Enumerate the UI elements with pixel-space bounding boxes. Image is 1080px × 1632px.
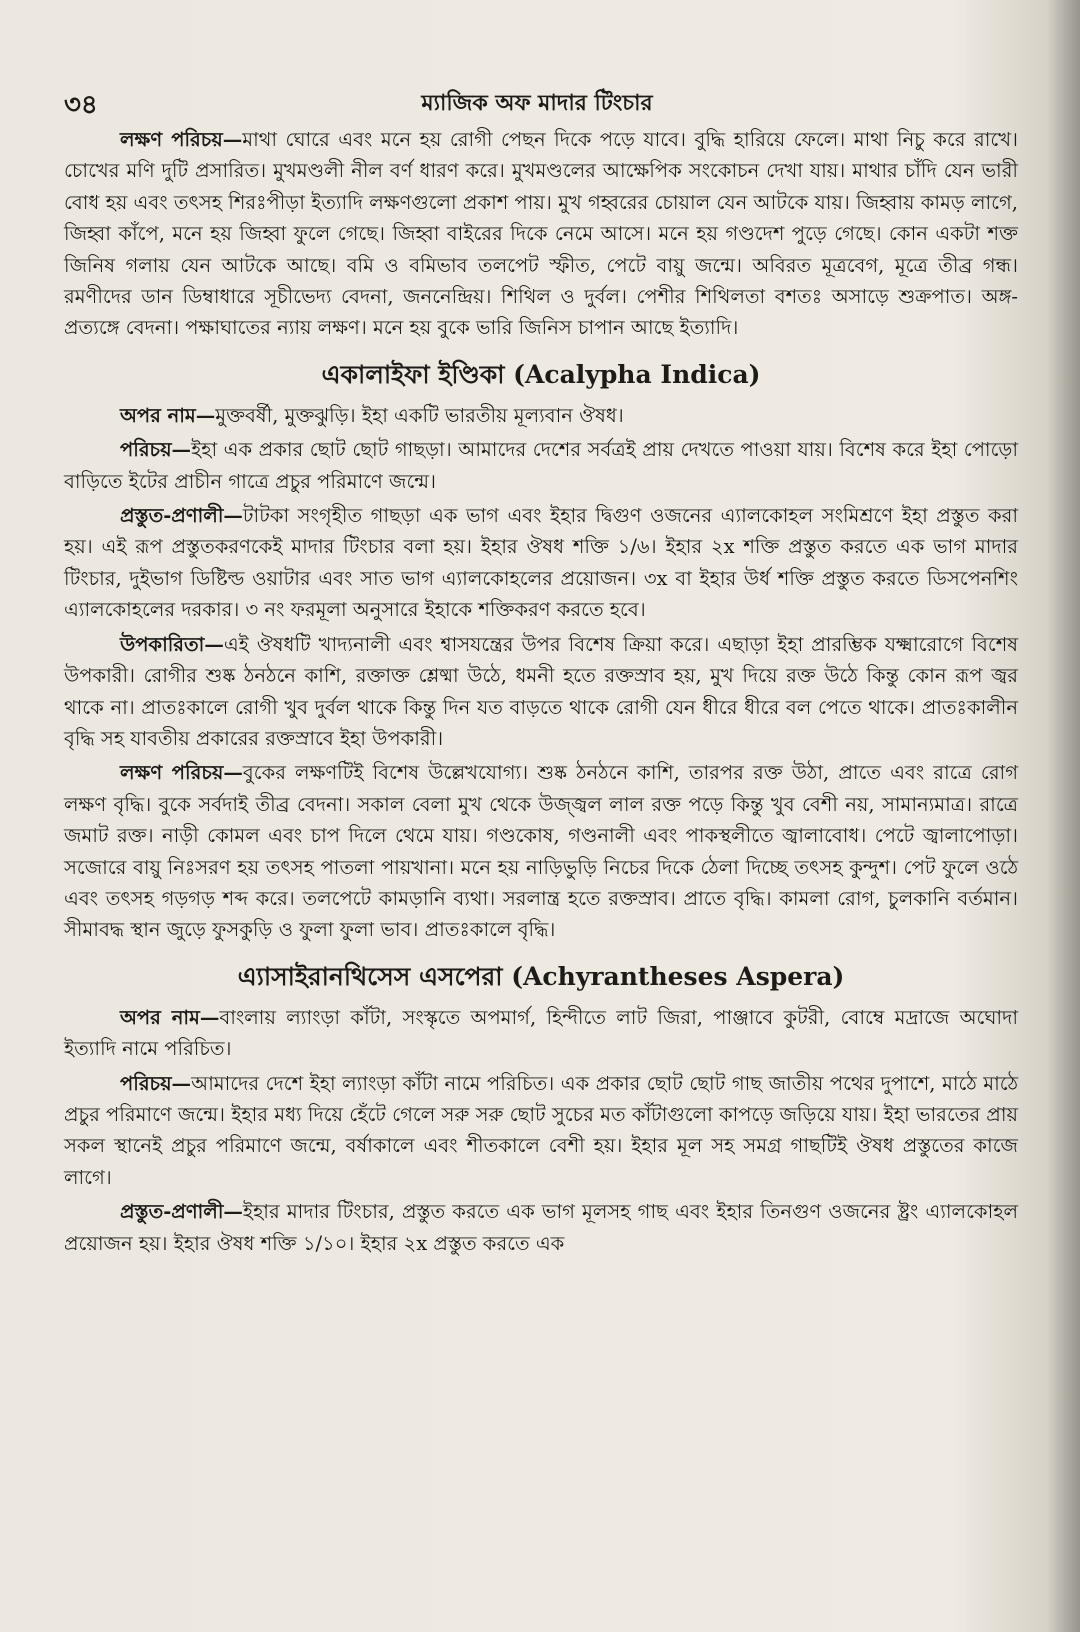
paragraph-preparation: [64, 500, 1018, 626]
paragraph-text: এই ঔষধটি খাদ্যনালী এবং শ্বাসযন্ত্রের উপর বিশেষ ক্রিয়া করে। এছাড়া ইহা প্রারম্ভিক যক্ষ্মারোগে বিশেষ উপকারী। রোগীর শুষ্ক ঠনঠনে কাশি, রক্তাক্ত শ্লেষ্মা উঠে, ধমনী হতে রক্তস্রাব হয়, মুখ দিয়ে রক্ত উঠে কিন্তু কোন রূপ জ্বর থাকে না। প্রাতঃকালে রোগী খুব দুর্বল থাকে কিন্তু দিন যত বাড়তে থাকে রোগী যেন ধীরে ধীরে বল পেতে থাকে। প্রাতঃকালীন বৃদ্ধি সহ যাবতীয় প্রকারের রক্তস্রাবে ইহা উপকারী।: [64, 632, 1018, 750]
paragraph-symptoms-cont: [64, 124, 1018, 344]
paragraph-text: ইহা এক প্রকার ছোট ছোট গাছড়া। আমাদের দেশের সর্বত্রই প্রায় দেখতে পাওয়া যায়। বিশেষ করে ইহা পোড়ো বাড়িতে ইটের প্রাচীন গাত্রে প্রচুর পরিমাণে জন্মে।: [64, 438, 1018, 493]
paragraph-label: প্রস্তুত-প্রণালী—: [120, 1200, 243, 1224]
paragraph-text: আমাদের দেশে ইহা ল্যাংড়া কাঁটা নামে পরিচিত। এক প্রকার ছোট ছোট গাছ জাতীয় পথের দুপাশে, মাঠে মাঠে প্রচুর পরিমাণে জন্মে। ইহার মধ্য দিয়ে হেঁটে গেলে সরু সরু ছোট সুচের মত কাঁটাগুলো কাপড়ে জড়িয়ে যায়। ইহা ভারতের প্রায় সকল স্থানেই প্রচুর পরিমাণে জন্মে, বর্ষাকালে এবং শীতকালে বেশী হয়। ইহার মূল সহ সমগ্র গাছটিই ঔষধ প্রস্তুতের কাজে লাগে।: [64, 1071, 1018, 1189]
paragraph-introduction: [64, 1068, 1018, 1194]
paragraph-label: অপর নাম—: [120, 1005, 220, 1029]
paragraph-text: মুক্তবর্ষী, মুক্তঝুড়ি। ইহা একটি ভারতীয় মূল্যবান ঔষধ।: [215, 403, 624, 427]
paragraph-label: লক্ষণ পরিচয়—: [120, 761, 243, 785]
page-body: [64, 124, 1018, 1262]
page-number: ৩৪: [64, 90, 98, 120]
paragraph-text: টাটকা সংগৃহীত গাছড়া এক ভাগ এবং ইহার দ্বিগুণ ওজনের এ্যালকোহল সংমিশ্রণে ইহা প্রস্তুত করা হয়। এই রূপ প্রস্তুতকরণকেই মাদার টিংচার বলা হয়। ইহার ঔষধ শক্তি ১/৬। ইহার ২x শক্তি প্রস্তুত করতে এক ভাগ মাদার টিংচার, দুইভাগ ডিষ্টিল্ড ওয়াটার এবং সাত ভাগ এ্যালকোহলের প্রয়োজন। ৩x বা ইহার উর্ধ শক্তি প্রস্তুত করতে ডিসপেনশিং এ্যালকোহলের দরকার। ৩ নং ফরমূলা অনুসারে ইহাকে শক্তিকরণ করতে হবে।: [64, 504, 1018, 622]
page-edge-shadow: [1046, 0, 1080, 1632]
paragraph-text: বাংলায় ল্যাংড়া কাঁটা, সংস্কৃতে অপমার্গ, হিন্দীতে লাট জিরা, পাঞ্জাবে কুটরী, বোম্বে মদ্রাজে অঘোদা ইত্যাদি নামে পরিচিত।: [64, 1005, 1018, 1061]
paragraph-text: মাথা ঘোরে এবং মনে হয় রোগী পেছন দিকে পড়ে যাবে। বুদ্ধি হারিয়ে ফেলে। মাথা নিচু করে রাখে। চোখের মণি দুটি প্রসারিত। মুখমণ্ডলী নীল বর্ণ ধারণ করে। মুখমণ্ডলের আক্ষেপিক সংকোচন দেখা যায়। মাথার চাঁদি যেন ভারী বোধ হয় এবং তৎসহ শিরঃপীড়া ইত্যাদি লক্ষণগুলো প্রকাশ পায়। মুখ গহ্বরের চোয়াল যেন আটকে যায়। জিহ্বায় কামড় লাগে, জিহ্বা কাঁপে, মনে হয় জিহ্বা ফুলে গেছে। জিহ্বা বাইরের দিকে নেমে আসে। মনে হয় গণ্ডদেশ পুড়ে গেছে। কোন একটা শক্ত জিনিষ গলায় যেন আটকে আছে। বমি ও বমিভাব তলপেট স্ফীত, পেটে বায়ু জন্মে। অবিরত মূত্রবেগ, মূত্রে তীব্র গন্ধ। রমণীদের ডান ডিম্বাধারে সূচীভেদ্য বেদনা, জননেন্দ্রিয়। শিথিল ও দুর্বল। পেশীর শিথিলতা বশতঃ অসাড়ে শুক্রপাত। অঙ্গ-প্রত্যঙ্গে বেদনা। পক্ষাঘাতের ন্যায় লক্ষণ। মনে হয় বুকে ভারি জিনিস চাপান আছে ইত্যাদি।: [64, 128, 1018, 340]
paragraph-text: ইহার মাদার টিংচার, প্রস্তুত করতে এক ভাগ মূলসহ গাছ এবং ইহার তিনগুণ ওজনের ষ্ট্রং এ্যালকোহল প্রয়োজন হয়। ইহার ঔষধ শক্তি ১/১০। ইহার ২x প্রস্তুত করতে এক: [64, 1200, 1018, 1255]
section-heading-acalypha: একালাইফা ইণ্ডিকা (Acalypha Indica): [321, 359, 761, 389]
paragraph-text: বুকের লক্ষণটিই বিশেষ উল্লেখযোগ্য। শুষ্ক ঠনঠনে কাশি, তারপর রক্ত উঠা, প্রাতে এবং রাত্রে রোগ লক্ষণ বৃদ্ধি। বুকে সর্বদাই তীব্র বেদনা। সকাল বেলা মুখ থেকে উজ্জ্বল লাল রক্ত পড়ে কিন্তু খুব বেশী নয়, সামান্যমাত্র। রাত্রে জমাট রক্ত। নাড়ী কোমল এবং চাপ দিলে থেমে যায়। গণ্ডকোষ, গণ্ডনালী এবং পাকস্থলীতে জ্বালাবোধ। পেটে জ্বালাপোড়া। সজোরে বায়ু নিঃসরণ হয় তৎসহ পাতলা পায়খানা। মনে হয় নাড়িভুড়ি নিচের দিকে ঠেলা দিচ্ছে তৎসহ কুন্দুশ। পেট ফুলে ওঠে এবং তৎসহ গড়গড় শব্দ করে। তলপেটে কামড়ানি ব্যথা। সরলান্ত্র হতে রক্তস্রাব। প্রাতে বৃদ্ধি। কামলা রোগ, চুলকানি বর্তমান। সীমাবদ্ধ স্থান জুড়ে ফুসকুড়ি ও ফুলা ফুলা ভাব। প্রাতঃকালে বৃদ্ধি।: [64, 761, 1018, 942]
paragraph-label: পরিচয়—: [120, 1071, 192, 1095]
paragraph-label: উপকারিতা—: [120, 632, 224, 656]
paragraph-label: প্রস্তুত-প্রণালী—: [120, 504, 243, 528]
paragraph-label: পরিচয়—: [120, 438, 192, 462]
paragraph-introduction: [64, 434, 1018, 497]
paragraph-label: লক্ষণ পরিচয়—: [120, 128, 243, 151]
paragraph-label: অপর নাম—: [120, 403, 216, 427]
paragraph-preparation: [64, 1196, 1018, 1259]
paragraph-symptoms: [64, 757, 1018, 945]
paragraph-other-names: [64, 1002, 1018, 1065]
section-heading-achyranthes: এ্যাসাইরানথিসেস এসপেরা (Achyrantheses Aspera): [237, 961, 845, 991]
paragraph-other-names: [64, 400, 1018, 431]
paragraph-benefits: [64, 629, 1018, 755]
running-title: ম্যাজিক অফ মাদার টিংচার: [421, 90, 653, 116]
page-header: [64, 84, 1010, 120]
